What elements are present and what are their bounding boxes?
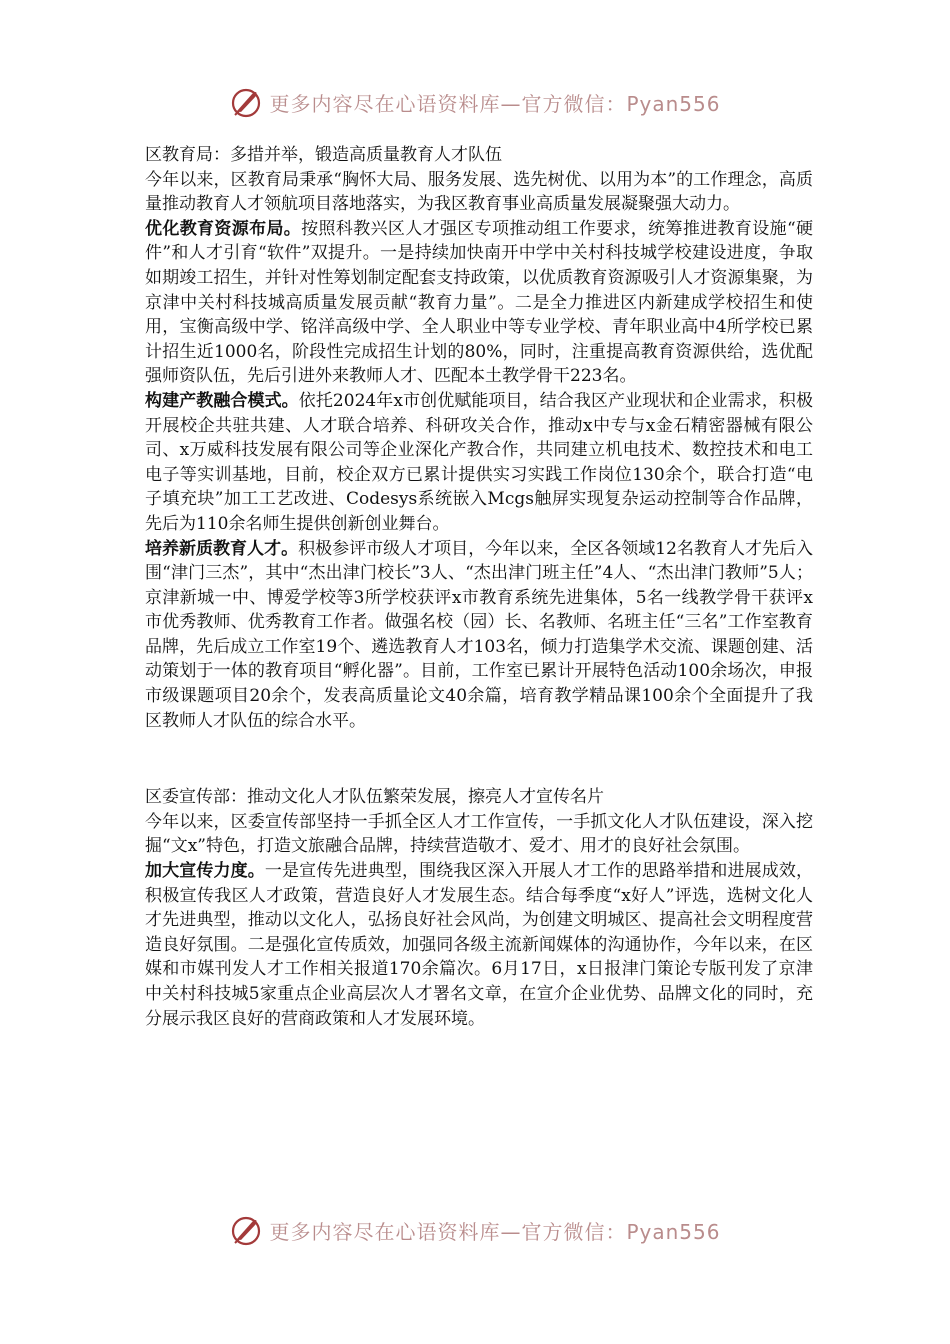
section1-paragraph-1: [145, 217, 813, 389]
paragraph-heading: 加大宣传力度。: [145, 861, 265, 882]
document-body: [145, 143, 813, 1031]
header-banner: [0, 82, 950, 122]
section1-intro: 今年以来，区教育局秉承“胸怀大局、服务发展、选先树优、以用为本”的工作理念，高质量推动教育人才领航项目落地落实，为我区教育事业高质量发展凝聚强大动力。: [145, 169, 813, 215]
footer-banner: [0, 1210, 950, 1250]
section2-title: 区委宣传部：推动文化人才队伍繁荣发展，擦亮人才宣传名片: [145, 787, 604, 808]
section1-paragraph-2: [145, 389, 813, 537]
quill-pen-logo-icon: [229, 1213, 263, 1247]
paragraph-heading: 优化教育资源布局。: [145, 218, 302, 239]
section1-paragraph-3: [145, 537, 813, 734]
section2-intro: 今年以来，区委宣传部坚持一手抓全区人才工作宣传，一手抓文化人才队伍建设，深入挖掘“文x”特色，打造文旅融合品牌，持续营造敬才、爱才、用才的良好社会氛围。: [145, 811, 813, 857]
section-spacer: [145, 733, 813, 785]
section1-title: 区教育局：多措并举，锻造高质量教育人才队伍: [145, 145, 502, 165]
quill-pen-logo-icon: [229, 85, 263, 119]
section2-paragraph-1: [145, 859, 813, 1031]
banner-text: 更多内容尽在心语资料库—官方微信：Pyan556: [269, 1219, 721, 1244]
paragraph-body: 积极参评市级人才项目，今年以来，全区各领域12名教育人才先后入围“津门三杰”，其中“杰出津门校长”3人、“杰出津门班主任”4人、“杰出津门教师”5人；京津新城一中、博爱学校等3所学校获评x市教育系统先进集体，5名一线教学骨干获评x市优秀教师、优秀教育工作者。做强名校（园）长、名教师、名班主任“三名”工作室教育品牌，先后成立工作室19个、遴选教育人才103名，倾力打造集学术交流、课题创建、活动策划于一体的教育项目“孵化器”。目前，工作室已累计开展特色活动100余场次，申报市级课题项目20余个，发表高质量论文40余篇，培育教学精品课100余个全面提升了我区教师人才队伍的综合水平。: [145, 538, 813, 731]
banner-text: 更多内容尽在心语资料库—官方微信：Pyan556: [269, 91, 721, 116]
paragraph-body: 一是宣传先进典型，围绕我区深入开展人才工作的思路举措和进展成效，积极宣传我区人才政策，营造良好人才发展生态。结合每季度“x好人”评选，选树文化人才先进典型，推动以文化人，弘扬良好社会风尚，为创建文明城区、提高社会文明程度营造良好氛围。二是强化宣传质效，加强同各级主流新闻媒体的沟通协作，今年以来，在区媒和市媒刊发人才工作相关报道170余篇次。6月17日，x日报津门策论专版刊发了京津中关村科技城5家重点企业高层次人才署名文章，在宣介企业优势、品牌文化的同时，充分展示我区良好的营商政策和人才发展环境。: [145, 861, 813, 1029]
paragraph-body: 按照科教兴区人才强区专项推动组工作要求，统筹推进教育设施“硬件”和人才引育“软件”双提升。一是持续加快南开中学中关村科技城学校建设进度，争取如期竣工招生，并针对性筹划制定配套支持政策，以优质教育资源吸引人才资源集聚，为京津中关村科技城高质量发展贡献“教育力量”。二是全力推进区内新建成学校招生和使用，宝衡高级中学、铭洋高级中学、全人职业中等专业学校、青年职业高中4所学校已累计招生近1000名，阶段性完成招生计划的80%，同时，注重提高教育资源供给，选优配强师资队伍，先后引进外来教师人才、匹配本土教学骨干223名。: [145, 218, 813, 387]
paragraph-heading: 构建产教融合模式。: [145, 390, 299, 411]
paragraph-body: 依托2024年x市创优赋能项目，结合我区产业现状和企业需求，积极开展校企共驻共建、人才联合培养、科研攻关合作，推动x中专与x金石精密器械有限公司、x万威科技发展有限公司等企业深化产教合作，共同建立机电技术、数控技术和电工电子等实训基地，目前，校企双方已累计提供实习实践工作岗位130余个，联合打造“电子填充块”加工工艺改进、Codesys系统嵌入Mcgs触屏实现复杂运动控制等合作品牌，先后为110余名师生提供创新创业舞台。: [145, 390, 813, 534]
paragraph-heading: 培养新质教育人才。: [145, 538, 299, 559]
